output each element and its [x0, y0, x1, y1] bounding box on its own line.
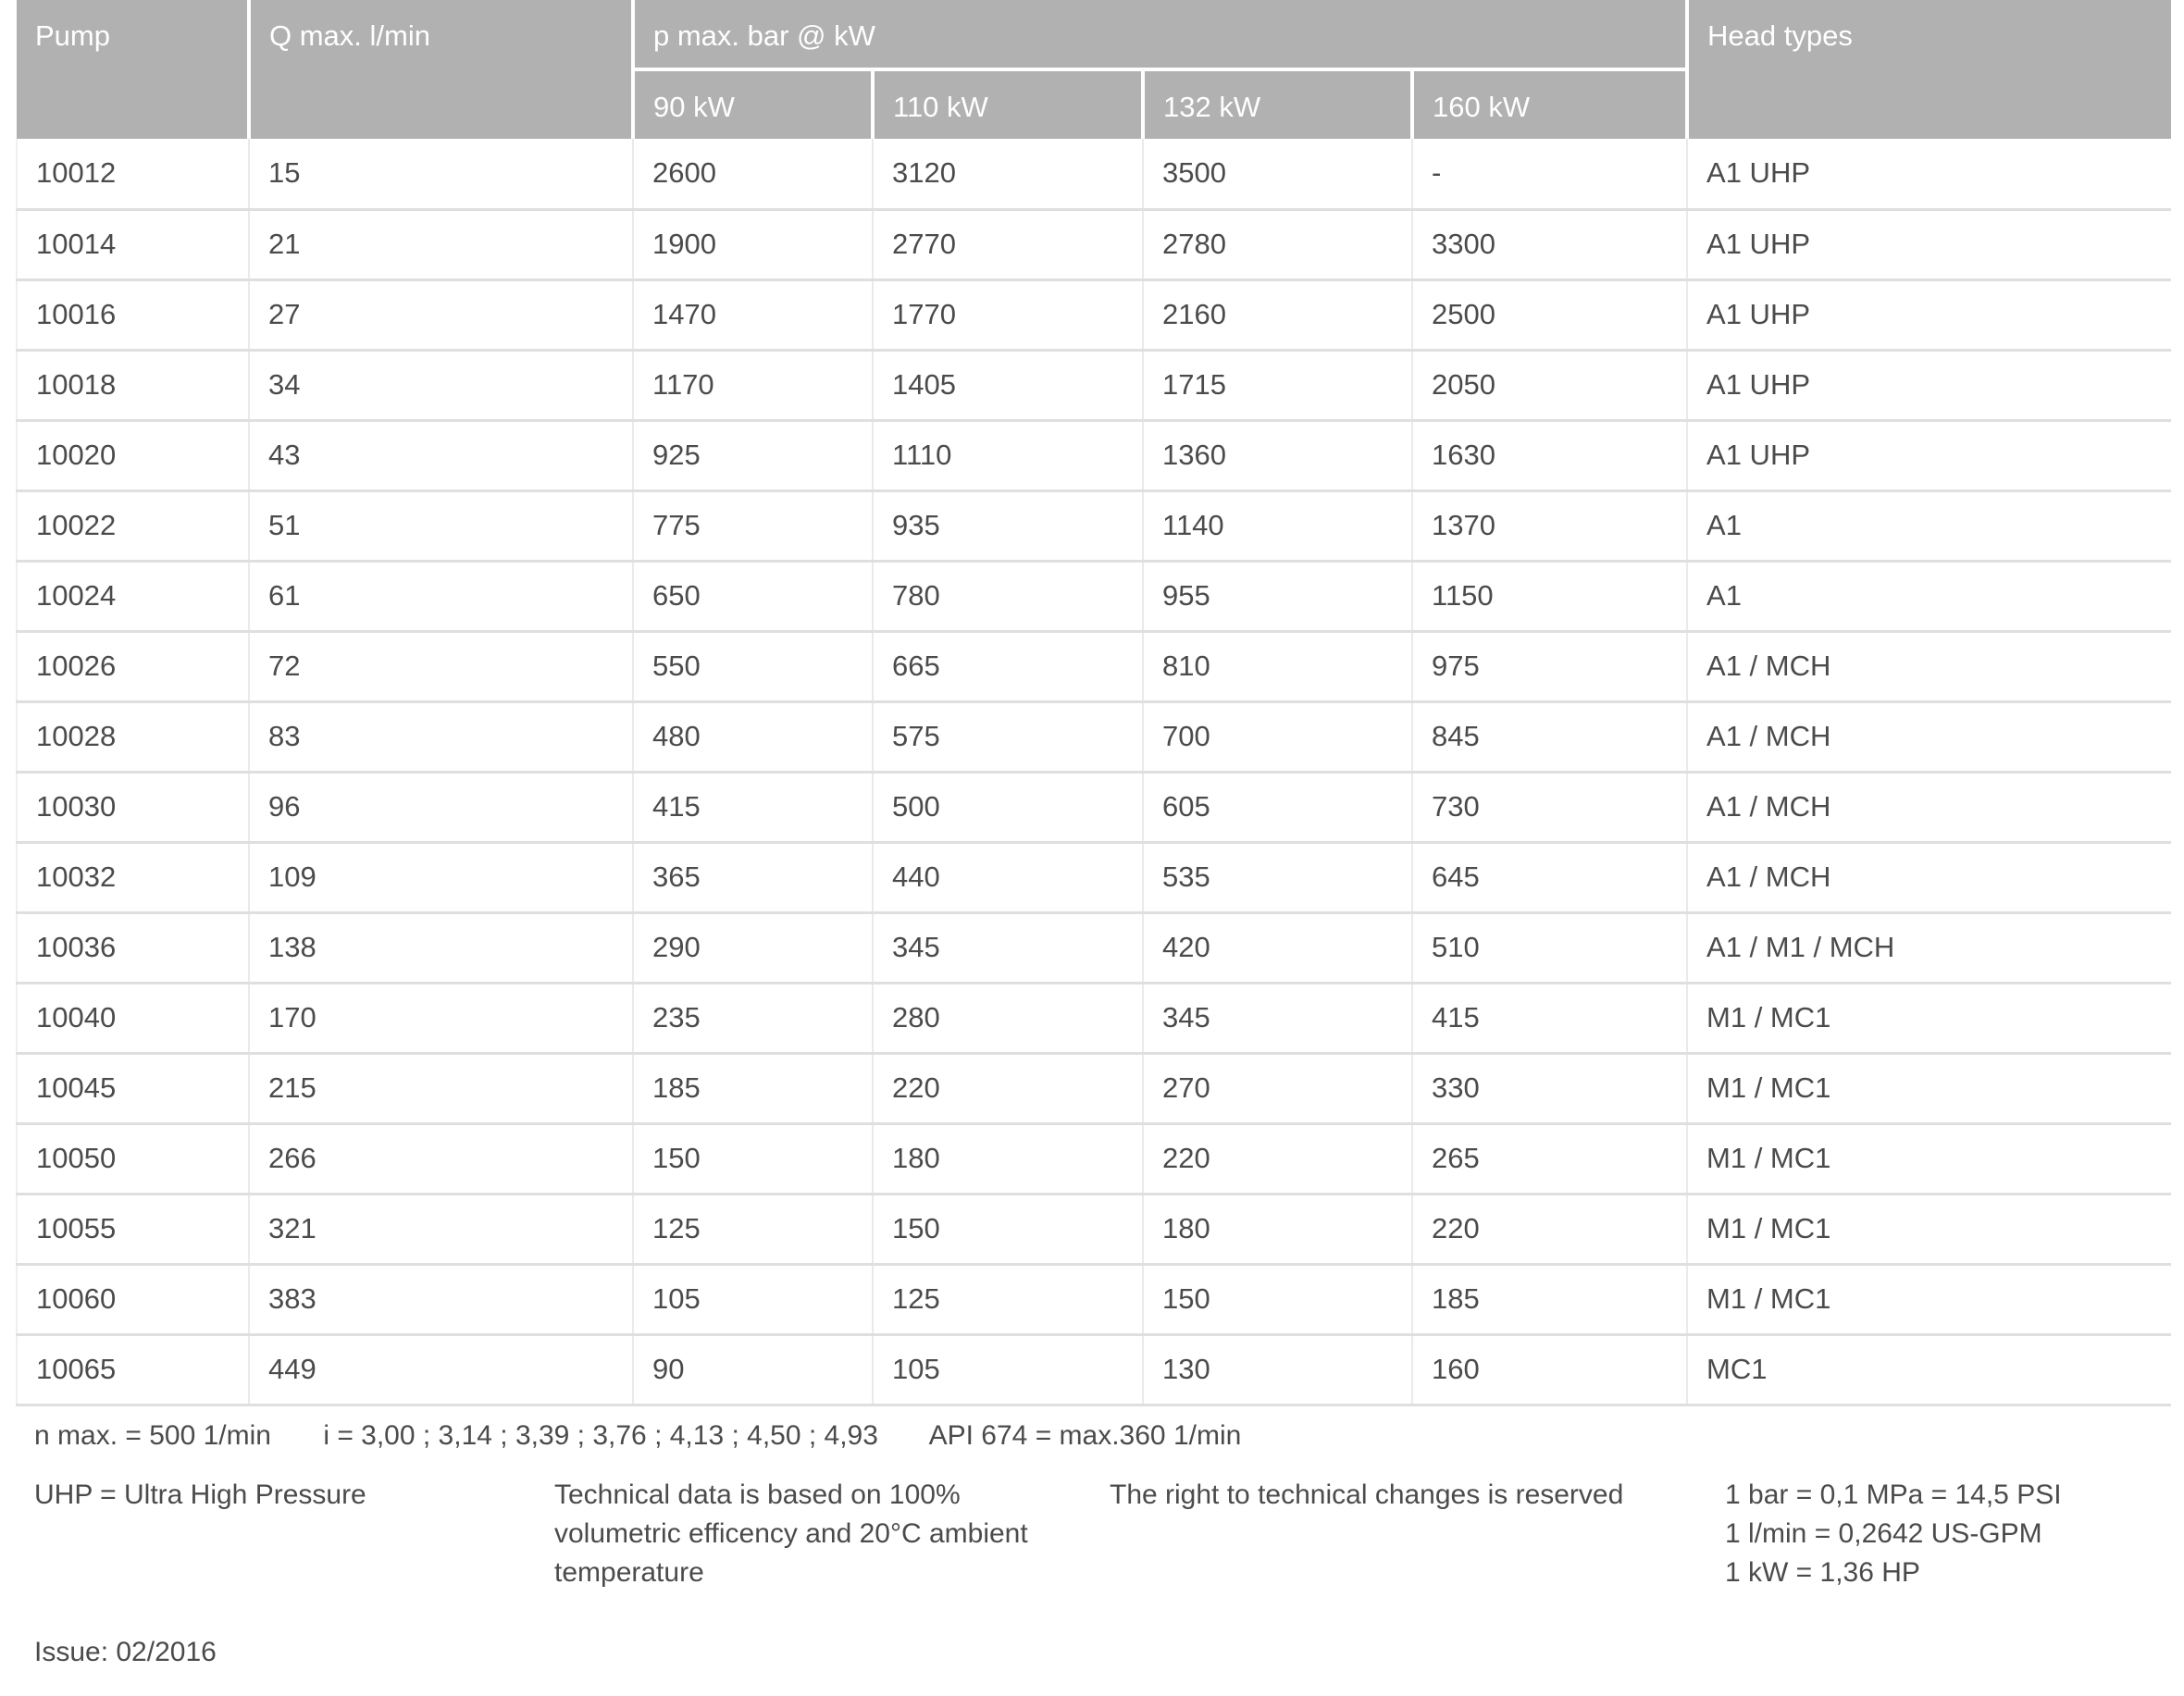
p160-cell: 730 [1412, 772, 1687, 842]
head-types-cell: A1 [1687, 490, 2171, 561]
p132-cell: 345 [1143, 983, 1412, 1053]
p110-cell: 935 [873, 490, 1143, 561]
head-types-cell: A1 / MCH [1687, 631, 2171, 701]
pump-cell: 10020 [17, 420, 249, 490]
p90-cell: 1470 [633, 279, 873, 350]
pump-cell: 10012 [17, 139, 249, 209]
pump-cell: 10065 [17, 1334, 249, 1405]
rights-note: The right to technical changes is reserved [1110, 1479, 1624, 1510]
qmax-cell: 43 [249, 420, 633, 490]
table-row [17, 1053, 2171, 1123]
p110-cell: 440 [873, 842, 1143, 912]
p90-cell: 150 [633, 1123, 873, 1194]
p90-cell: 235 [633, 983, 873, 1053]
table-row [17, 1194, 2171, 1264]
p132-cell: 220 [1143, 1123, 1412, 1194]
pump-cell: 10028 [17, 701, 249, 772]
p160-cell: 1150 [1412, 561, 1687, 631]
p132-cell: 3500 [1143, 139, 1412, 209]
qmax-cell: 383 [249, 1264, 633, 1334]
p110-cell: 1405 [873, 350, 1143, 420]
table-row [17, 1123, 2171, 1194]
qmax-cell: 170 [249, 983, 633, 1053]
p160-cell: 160 [1412, 1334, 1687, 1405]
p132-cell: 810 [1143, 631, 1412, 701]
p160-cell: 185 [1412, 1264, 1687, 1334]
pump-cell: 10024 [17, 561, 249, 631]
p90-cell: 290 [633, 912, 873, 983]
p110-cell: 105 [873, 1334, 1143, 1405]
p110-cell: 575 [873, 701, 1143, 772]
uhp-note: UHP = Ultra High Pressure [34, 1479, 366, 1510]
pump-cell: 10036 [17, 912, 249, 983]
p110-cell: 500 [873, 772, 1143, 842]
pump-cell: 10014 [17, 209, 249, 279]
head-types-cell: A1 / MCH [1687, 701, 2171, 772]
p90-cell: 365 [633, 842, 873, 912]
footnotes-row [16, 1476, 2170, 1592]
p132-cell: 2160 [1143, 279, 1412, 350]
head-types-cell: M1 / MC1 [1687, 1194, 2171, 1264]
p132-cell: 420 [1143, 912, 1412, 983]
head-types-cell: A1 UHP [1687, 350, 2171, 420]
conversion-line: 1 l/min = 0,2642 US-GPM [1725, 1517, 2042, 1549]
p90-cell: 1900 [633, 209, 873, 279]
pump-cell: 10040 [17, 983, 249, 1053]
pump-cell: 10016 [17, 279, 249, 350]
p132-cell: 535 [1143, 842, 1412, 912]
qmax-cell: 138 [249, 912, 633, 983]
table-row [17, 350, 2171, 420]
col-header-pmax-group: p max. bar @ kW [633, 0, 1687, 69]
p90-cell: 550 [633, 631, 873, 701]
p132-cell: 1140 [1143, 490, 1412, 561]
p90-cell: 925 [633, 420, 873, 490]
p90-cell: 650 [633, 561, 873, 631]
qmax-cell: 215 [249, 1053, 633, 1123]
col-header-160kw: 160 kW [1412, 69, 1687, 139]
p110-cell: 1110 [873, 420, 1143, 490]
table-row [17, 842, 2171, 912]
p132-cell: 2780 [1143, 209, 1412, 279]
table-row [17, 1264, 2171, 1334]
head-types-cell: A1 [1687, 561, 2171, 631]
qmax-cell: 21 [249, 209, 633, 279]
table-body [17, 139, 2171, 1405]
i-ratios-note: i = 3,00 ; 3,14 ; 3,39 ; 3,76 ; 4,13 ; 4,50 ; 4,93 [323, 1419, 878, 1451]
qmax-cell: 61 [249, 561, 633, 631]
p132-cell: 150 [1143, 1264, 1412, 1334]
pump-specs-table [16, 0, 2171, 1406]
p110-cell: 125 [873, 1264, 1143, 1334]
pump-cell: 10055 [17, 1194, 249, 1264]
head-types-cell: A1 UHP [1687, 139, 2171, 209]
table-row [17, 772, 2171, 842]
qmax-cell: 83 [249, 701, 633, 772]
technical-note-line: temperature [554, 1556, 704, 1588]
technical-note-line: Technical data is based on 100% [554, 1479, 961, 1510]
head-types-cell: A1 / MCH [1687, 842, 2171, 912]
head-types-cell: M1 / MC1 [1687, 1264, 2171, 1334]
col-header-pump: Pump [17, 0, 249, 139]
table-row [17, 209, 2171, 279]
table-row [17, 561, 2171, 631]
p110-cell: 665 [873, 631, 1143, 701]
head-types-cell: A1 UHP [1687, 279, 2171, 350]
p90-cell: 105 [633, 1264, 873, 1334]
p110-cell: 2770 [873, 209, 1143, 279]
p160-cell: 845 [1412, 701, 1687, 772]
technical-note [554, 1476, 1110, 1592]
head-types-cell: A1 / MCH [1687, 772, 2171, 842]
p110-cell: 220 [873, 1053, 1143, 1123]
p110-cell: 150 [873, 1194, 1143, 1264]
head-types-cell: M1 / MC1 [1687, 1053, 2171, 1123]
p90-cell: 415 [633, 772, 873, 842]
col-header-qmax: Q max. l/min [249, 0, 633, 139]
table-row [17, 139, 2171, 209]
p110-cell: 780 [873, 561, 1143, 631]
qmax-cell: 27 [249, 279, 633, 350]
p90-cell: 90 [633, 1334, 873, 1405]
p160-cell: 330 [1412, 1053, 1687, 1123]
col-header-90kw: 90 kW [633, 69, 873, 139]
p132-cell: 270 [1143, 1053, 1412, 1123]
table-row [17, 420, 2171, 490]
conversion-line: 1 bar = 0,1 MPa = 14,5 PSI [1725, 1479, 2062, 1510]
head-types-cell: A1 UHP [1687, 420, 2171, 490]
head-types-cell: MC1 [1687, 1334, 2171, 1405]
pump-cell: 10030 [17, 772, 249, 842]
p132-cell: 180 [1143, 1194, 1412, 1264]
technical-note-line: volumetric efficency and 20°C ambient [554, 1517, 1028, 1549]
table-header [17, 0, 2171, 139]
qmax-cell: 15 [249, 139, 633, 209]
p132-cell: 700 [1143, 701, 1412, 772]
table-row [17, 279, 2171, 350]
p132-cell: 605 [1143, 772, 1412, 842]
p132-cell: 130 [1143, 1334, 1412, 1405]
issue-date: Issue: 02/2016 [34, 1636, 217, 1667]
qmax-cell: 72 [249, 631, 633, 701]
qmax-cell: 51 [249, 490, 633, 561]
pump-cell: 10045 [17, 1053, 249, 1123]
p160-cell: 975 [1412, 631, 1687, 701]
qmax-cell: 321 [249, 1194, 633, 1264]
head-types-cell: M1 / MC1 [1687, 1123, 2171, 1194]
table-row [17, 983, 2171, 1053]
p160-cell: 510 [1412, 912, 1687, 983]
conversion-line: 1 kW = 1,36 HP [1725, 1556, 1920, 1588]
col-header-110kw: 110 kW [873, 69, 1143, 139]
p90-cell: 185 [633, 1053, 873, 1123]
p110-cell: 345 [873, 912, 1143, 983]
p160-cell: 1370 [1412, 490, 1687, 561]
p132-cell: 1715 [1143, 350, 1412, 420]
n-max-note: n max. = 500 1/min [34, 1419, 271, 1451]
col-header-132kw: 132 kW [1143, 69, 1412, 139]
p110-cell: 1770 [873, 279, 1143, 350]
api-note: API 674 = max.360 1/min [928, 1419, 1242, 1451]
p160-cell: 265 [1412, 1123, 1687, 1194]
p160-cell: 415 [1412, 983, 1687, 1053]
p160-cell: - [1412, 139, 1687, 209]
qmax-cell: 109 [249, 842, 633, 912]
p160-cell: 220 [1412, 1194, 1687, 1264]
table-row [17, 631, 2171, 701]
p110-cell: 280 [873, 983, 1143, 1053]
qmax-cell: 449 [249, 1334, 633, 1405]
p132-cell: 955 [1143, 561, 1412, 631]
p160-cell: 1630 [1412, 420, 1687, 490]
p132-cell: 1360 [1143, 420, 1412, 490]
table-row [17, 1334, 2171, 1405]
qmax-cell: 34 [249, 350, 633, 420]
p90-cell: 2600 [633, 139, 873, 209]
p160-cell: 3300 [1412, 209, 1687, 279]
head-types-cell: A1 / M1 / MCH [1687, 912, 2171, 983]
p90-cell: 125 [633, 1194, 873, 1264]
pump-cell: 10018 [17, 350, 249, 420]
qmax-cell: 266 [249, 1123, 633, 1194]
pump-cell: 10026 [17, 631, 249, 701]
table-row [17, 490, 2171, 561]
qmax-cell: 96 [249, 772, 633, 842]
head-types-cell: M1 / MC1 [1687, 983, 2171, 1053]
p160-cell: 645 [1412, 842, 1687, 912]
p160-cell: 2500 [1412, 279, 1687, 350]
pump-cell: 10032 [17, 842, 249, 912]
p110-cell: 3120 [873, 139, 1143, 209]
table-row [17, 701, 2171, 772]
pump-cell: 10022 [17, 490, 249, 561]
spec-footnote-line [16, 1406, 2170, 1452]
p110-cell: 180 [873, 1123, 1143, 1194]
p90-cell: 480 [633, 701, 873, 772]
pump-cell: 10060 [17, 1264, 249, 1334]
p90-cell: 1170 [633, 350, 873, 420]
p90-cell: 775 [633, 490, 873, 561]
col-header-head-types: Head types [1687, 0, 2171, 139]
table-row [17, 912, 2171, 983]
head-types-cell: A1 UHP [1687, 209, 2171, 279]
p160-cell: 2050 [1412, 350, 1687, 420]
conversion-notes [1725, 1476, 2062, 1592]
pump-cell: 10050 [17, 1123, 249, 1194]
